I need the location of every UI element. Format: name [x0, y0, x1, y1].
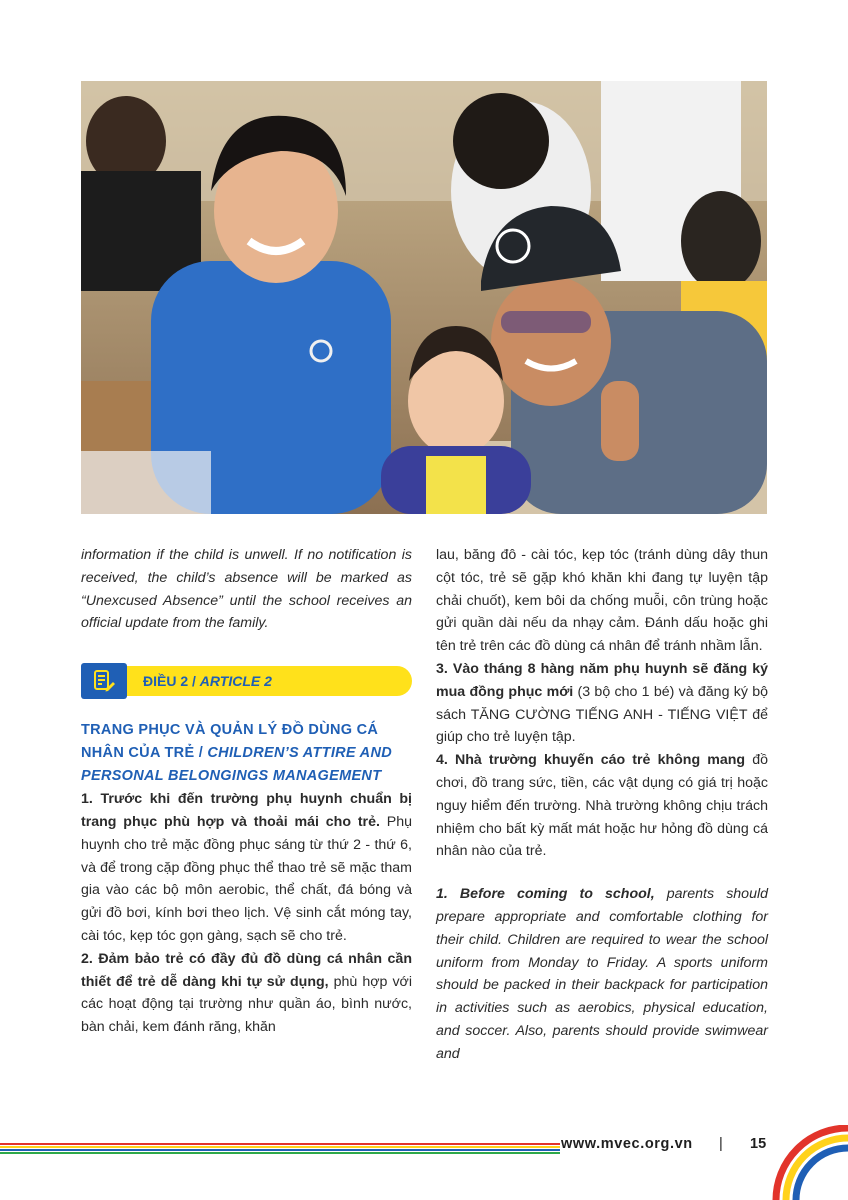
item-1-heading: 1. Trước khi đến trường phụ huynh chuẩn bị trang phục phù hợp và thoải mái cho trẻ.: [81, 791, 412, 830]
paragraph-gap: [436, 863, 768, 883]
item-4-vn: [436, 749, 768, 863]
article-label-en: ARTICLE 2: [199, 673, 272, 690]
item-1-en: [436, 883, 768, 1065]
section-title: [81, 719, 412, 788]
item-1-body: Phụ huynh cho trẻ mặc đồng phục sáng từ thứ 2 - thứ 6, và để trong cặp đồng phục thể thao trẻ sẽ mặc tham gia vào các bộ môn aerobic, thể chất, đá bóng và gửi đồ bơi, kính bơi theo lịch. Vệ sinh cắt móng tay, cài tóc, kẹp tóc gọn gàng, sạch sẽ cho trẻ.: [81, 813, 413, 944]
stripe-yellow: [0, 1146, 560, 1148]
stripe-blue: [0, 1149, 560, 1151]
intro-paragraph: information if the child is unwell. If no notification is received, the child’s absence will be marked as “Unexcused Absence” until the school receives an official update from the family.: [81, 547, 412, 632]
item-3-heading: 3. Vào tháng 8 hàng năm phụ huynh sẽ đăng ký mua đồng phục mới: [436, 660, 768, 700]
item-4-heading: 4. Nhà trường khuyến cáo trẻ không mang: [436, 752, 746, 769]
item-1-en-body: parents should prepare appropriate and comfortable clothing for their child. Children are required to wear the school uniform from Monday to Friday. A sports uniform should be packed in their backpack for participation in activities such as aerobics, physical education, and soccer. Also, parents should provide swimwear and: [436, 886, 768, 1062]
right-column: [436, 544, 768, 1066]
item-2-vn: [81, 948, 412, 1039]
article-banner: [81, 663, 412, 699]
stripe-green: [0, 1152, 560, 1154]
item-1-vn: [81, 788, 412, 948]
section-title-vn: TRANG PHỤC VÀ QUẢN LÝ ĐỒ DÙNG CÁ NHÂN CỦA TRẺ /: [81, 722, 379, 762]
article-icon-box: [81, 663, 127, 699]
item-2-body: phù hợp với các hoạt động tại trường như quần áo, bình nước, bàn chải, kem đánh răng, khăn: [81, 973, 412, 1036]
rainbow-corner-icon: [770, 1125, 848, 1200]
section-title-en: CHILDREN’S ATTIRE AND PERSONAL BELONGINGS MANAGEMENT: [81, 745, 392, 785]
article-label: [143, 671, 272, 691]
footer-stripes: [0, 1143, 560, 1155]
footer-url[interactable]: www.mvec.org.vn: [561, 1136, 693, 1152]
stripe-red: [0, 1143, 560, 1145]
left-column: [81, 544, 412, 1039]
item-2-continued: lau, băng đô - cài tóc, kẹp tóc (tránh dùng dây thun cột tóc, trẻ sẽ gặp khó khăn khi đang tự luyện tập chải chuốt), kem bôi da chống muỗi, côn trùng hoặc gửi quần dài nếu da nhạy cảm. Đánh dấu hoặc ghi tên trẻ trên các đồ dùng cá nhân để tránh nhầm lẫn.: [436, 547, 768, 655]
item-2-heading: 2. Đảm bảo trẻ có đầy đủ đồ dùng cá nhân cần thiết để trẻ dễ dàng khi tự sử dụng,: [81, 950, 412, 990]
item-3-body: (3 bộ cho 1 bé) và đăng ký bộ sách TĂNG CƯỜNG TIẾNG ANH - TIẾNG VIỆT để giúp cho trẻ luyện tập.: [436, 683, 768, 746]
document-pencil-icon: [92, 669, 116, 693]
hero-photo: [81, 81, 767, 514]
page-number: 15: [750, 1136, 767, 1152]
item-1-en-heading: 1. Before coming to school,: [436, 886, 655, 903]
article-label-vn: ĐIỀU 2 /: [143, 673, 200, 690]
footer-separator: |: [719, 1136, 723, 1152]
photo-illustration: [81, 81, 767, 514]
item-4-body: đồ chơi, đồ trang sức, tiền, các vật dụng có giá trị hoặc nguy hiểm đến trường. Nhà trường không chịu trách nhiệm cho bất kỳ mất mát hoặc hư hỏng đồ dùng cá nhân nào của trẻ.: [436, 752, 768, 860]
item-3-vn: [436, 658, 768, 749]
